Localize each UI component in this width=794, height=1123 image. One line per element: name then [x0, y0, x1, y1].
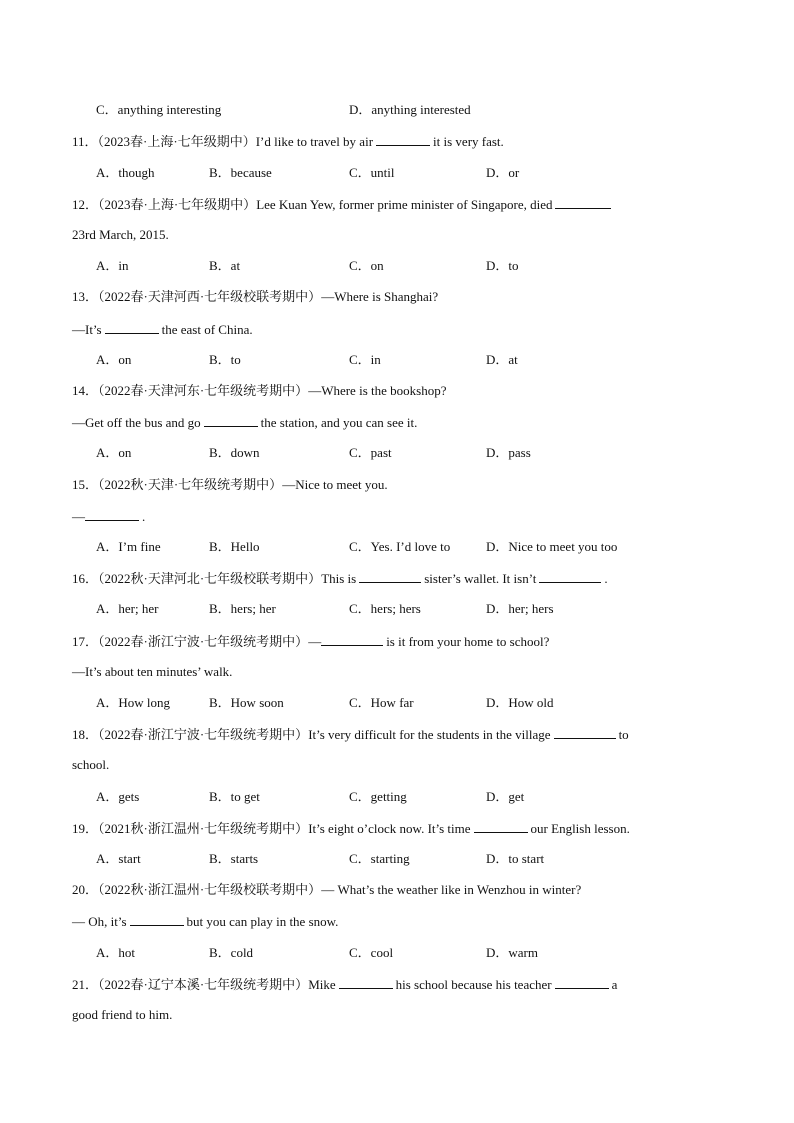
q20-options: [96, 945, 754, 961]
question-19: [72, 820, 630, 837]
question-16: [72, 570, 608, 587]
question-source: （2022春·天津河东·七年级统考期中）: [98, 383, 309, 398]
answer-blank: [376, 133, 430, 146]
question-text: .: [142, 509, 146, 524]
question-11: [72, 133, 504, 150]
q10-option-c: C．anything interesting: [96, 102, 222, 117]
question-text: .: [604, 571, 608, 586]
q14-options: [96, 445, 754, 461]
question-15: [72, 477, 388, 493]
option-d: D．her; hers: [486, 601, 554, 616]
question-text: —Where is Shanghai?: [321, 289, 439, 304]
question-20-line2: [72, 913, 338, 930]
question-text: —It’s: [72, 322, 102, 337]
option-a: A．her; her: [96, 601, 159, 616]
question-text: —: [308, 634, 322, 649]
question-text: the east of China.: [161, 322, 253, 337]
answer-blank: [321, 633, 383, 646]
question-text: our English lesson.: [530, 821, 630, 836]
q16-options: [96, 601, 754, 617]
question-21-continued: [72, 1007, 172, 1023]
option-c: C．getting: [349, 789, 407, 804]
option-c: C．Yes. I’d love to: [349, 539, 451, 554]
question-number: 21．: [72, 977, 99, 992]
option-a: A．on: [96, 352, 132, 367]
option-c: C．past: [349, 445, 392, 460]
question-text: I’d like to travel by air: [255, 134, 374, 149]
answer-blank: [359, 570, 421, 583]
question-text: school.: [72, 757, 110, 772]
option-a: A．hot: [96, 945, 136, 960]
option-d: D．at: [486, 352, 518, 367]
q10-options: [96, 102, 754, 118]
option-a: A．gets: [96, 789, 140, 804]
question-source: （2023春·上海·七年级期中）: [97, 134, 256, 149]
question-text: 23rd March, 2015.: [72, 227, 169, 242]
answer-blank: [555, 196, 611, 209]
question-text: It’s eight o’clock now. It’s time: [308, 821, 471, 836]
question-14: [72, 383, 446, 399]
q11-options: [96, 165, 754, 181]
option-a: A．start: [96, 851, 141, 866]
question-text: to: [618, 727, 629, 742]
option-c: C．cool: [349, 945, 394, 960]
question-number: 15．: [72, 477, 99, 492]
question-text: —It’s about ten minutes’ walk.: [72, 664, 233, 679]
option-a: A．on: [96, 445, 132, 460]
option-b: B．How soon: [209, 695, 284, 710]
option-b: B．at: [209, 258, 241, 273]
question-number: 12．: [72, 197, 99, 212]
question-20: [72, 882, 581, 898]
option-c: C．starting: [349, 851, 410, 866]
q13-options: [96, 352, 754, 368]
option-b: B．down: [209, 445, 260, 460]
q18-options: [96, 789, 754, 805]
option-c: C．in: [349, 352, 381, 367]
question-14-line2: [72, 414, 417, 431]
answer-blank: [339, 976, 393, 989]
q17-options: [96, 695, 754, 711]
option-b: B．hers; her: [209, 601, 276, 616]
question-number: 16．: [72, 571, 99, 586]
option-d: D．pass: [486, 445, 531, 460]
question-source: （2022春·浙江宁波·七年级统考期中）: [98, 727, 309, 742]
option-c: C．on: [349, 258, 384, 273]
option-a: A．How long: [96, 695, 171, 710]
option-d: D．get: [486, 789, 525, 804]
question-text: —: [72, 509, 85, 524]
option-b: B．to get: [209, 789, 260, 804]
question-source: （2021秋·浙江温州·七年级统考期中）: [98, 821, 309, 836]
question-source: （2022春·辽宁本溪·七年级统考期中）: [98, 977, 309, 992]
question-18: [72, 726, 629, 743]
question-text: It’s very difficult for the students in the village: [308, 727, 551, 742]
question-15-line2: [72, 508, 145, 525]
answer-blank: [204, 414, 258, 427]
question-18-continued: [72, 757, 109, 773]
answer-blank: [555, 976, 609, 989]
question-12: [72, 196, 614, 213]
question-text: —Get off the bus and go: [72, 415, 201, 430]
question-number: 17．: [72, 634, 99, 649]
option-c: C．How far: [349, 695, 414, 710]
question-source: （2022秋·天津河北·七年级校联考期中）: [98, 571, 322, 586]
answer-blank: [85, 508, 139, 521]
answer-blank: [130, 913, 184, 926]
question-text: is it from your home to school?: [386, 634, 550, 649]
question-source: （2022秋·天津·七年级统考期中）: [98, 477, 283, 492]
question-text: Mike: [308, 977, 336, 992]
option-c: C．hers; hers: [349, 601, 421, 616]
option-a: A．I’m fine: [96, 539, 161, 554]
answer-blank: [105, 321, 159, 334]
question-13: [72, 289, 438, 305]
question-text: good friend to him.: [72, 1007, 173, 1022]
question-12-continued: [72, 227, 169, 243]
q15-options: [96, 539, 754, 555]
question-source: （2022秋·浙江温州·七年级校联考期中）: [98, 882, 322, 897]
question-text: —Where is the bookshop?: [308, 383, 447, 398]
question-text: This is: [321, 571, 357, 586]
question-source: （2022春·浙江宁波·七年级统考期中）: [98, 634, 309, 649]
question-17: [72, 633, 549, 650]
option-d: D．or: [486, 165, 520, 180]
question-text: Lee Kuan Yew, former prime minister of Singapore, died: [256, 197, 553, 212]
option-b: B．cold: [209, 945, 254, 960]
option-b: B．because: [209, 165, 272, 180]
q12-options: [96, 258, 754, 274]
answer-blank: [539, 570, 601, 583]
option-b: B．to: [209, 352, 241, 367]
option-d: D．to: [486, 258, 519, 273]
question-number: 14．: [72, 383, 99, 398]
question-13-line2: [72, 321, 253, 338]
question-source: （2022春·天津河西·七年级校联考期中）: [98, 289, 322, 304]
question-number: 13．: [72, 289, 99, 304]
option-d: D．to start: [486, 851, 545, 866]
question-text: sister’s wallet. It isn’t: [424, 571, 537, 586]
question-text: — Oh, it’s: [72, 914, 127, 929]
question-number: 19．: [72, 821, 99, 836]
option-d: D．warm: [486, 945, 538, 960]
option-b: B．starts: [209, 851, 259, 866]
question-17-line2: [72, 664, 232, 680]
option-a: A．in: [96, 258, 129, 273]
question-text: it is very fast.: [433, 134, 504, 149]
option-b: B．Hello: [209, 539, 260, 554]
question-text: — What’s the weather like in Wenzhou in winter?: [321, 882, 582, 897]
question-text: his school because his teacher: [395, 977, 552, 992]
question-number: 11．: [72, 134, 98, 149]
option-c: C．until: [349, 165, 395, 180]
question-text: the station, and you can see it.: [260, 415, 418, 430]
q19-options: [96, 851, 754, 867]
question-21: [72, 976, 617, 993]
question-number: 20．: [72, 882, 99, 897]
question-text: but you can play in the snow.: [186, 914, 339, 929]
option-a: A．though: [96, 165, 155, 180]
q10-option-d: D．anything interested: [349, 102, 471, 117]
answer-blank: [554, 726, 616, 739]
option-d: D．How old: [486, 695, 554, 710]
question-text: a: [611, 977, 618, 992]
question-source: （2023春·上海·七年级期中）: [98, 197, 257, 212]
option-d: D．Nice to meet you too: [486, 539, 618, 554]
question-number: 18．: [72, 727, 99, 742]
question-text: —Nice to meet you.: [282, 477, 388, 492]
answer-blank: [474, 820, 528, 833]
